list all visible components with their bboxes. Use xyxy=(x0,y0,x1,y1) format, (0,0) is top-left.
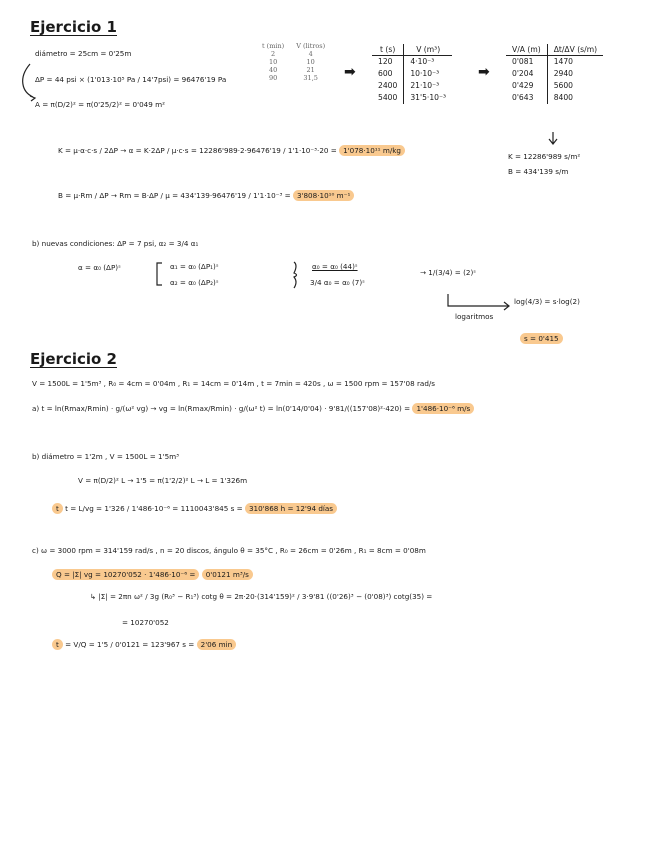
brace-left-icon xyxy=(157,263,162,285)
log-equation: log(4/3) = s·log(2) xyxy=(514,297,580,306)
logaritmos-label: logaritmos xyxy=(455,312,494,321)
cell: 0'643 xyxy=(506,92,547,104)
area-line: A = π(D/2)² = π(0'25/2)² = 0'049 m² xyxy=(35,100,165,109)
final-time-symbol: t xyxy=(52,639,63,650)
table-row xyxy=(506,92,603,104)
table-row xyxy=(506,56,603,69)
hand-table-header: t (s) xyxy=(372,44,404,56)
typed-data-table xyxy=(256,42,331,82)
right-arrow-icon: ➡ xyxy=(478,64,490,80)
cell: 40 xyxy=(268,66,278,74)
flow-equation xyxy=(52,570,253,579)
cell: 10·10⁻³ xyxy=(410,69,440,78)
typed-table-header: t (min) xyxy=(262,42,285,50)
table-row xyxy=(506,80,603,92)
alpha-result: 1'078·10¹¹ m/kg xyxy=(339,145,405,156)
cell: 600 xyxy=(372,68,404,80)
final-time-formula: = V/Q = 1'5 / 0'0121 = 123'967 s = xyxy=(65,640,195,649)
right-arrow-icon: ➡ xyxy=(344,64,356,80)
time-formula: t = L/vg = 1'326 / 1'486·10⁻⁶ = 1110043'845 s = xyxy=(65,504,243,513)
typed-table-header: V (litros) xyxy=(296,42,326,50)
exercise-1-title: Ejercicio 1 xyxy=(30,18,117,36)
pressure-line: ΔP = 44 psi × (1'013·10⁵ Pa / 14'7psi) = 96476'19 Pa xyxy=(35,75,227,84)
cell: 31'5·10⁻³ xyxy=(410,93,447,102)
flow-formula: Q = |Σ| vg = 10270'052 · 1'486·10⁻⁶ = xyxy=(52,569,199,580)
system-eq-2: α₂ = α₀ (ΔP₂)ˢ xyxy=(170,278,219,287)
time-result: 310'868 h = 12'94 días xyxy=(245,503,337,514)
alpha-law: α = α₀ (ΔP)ˢ xyxy=(78,263,121,272)
hand-table-header: V/A (m) xyxy=(506,44,547,56)
ratio-denominator: 3/4 α₀ = α₀ (7)ˢ xyxy=(310,278,365,287)
exercise-2-title: Ejercicio 2 xyxy=(30,350,117,368)
down-arrow-icon xyxy=(549,132,557,144)
rm-equation xyxy=(58,191,354,200)
sigma-result: = 10270'052 xyxy=(122,618,169,627)
brace-right-icon xyxy=(294,262,297,288)
cell: 10 xyxy=(268,58,278,66)
sigma-equation: ↳ |Σ| = 2πn ω² / 3g (R₀³ − R₁³) cotg θ = 2π·20·(314'159)² / 3·9'81 ((0'26)³ − (0'08)³) cotg(35) = xyxy=(90,592,433,601)
ratio-simplified: → 1/(3/4) = (2)ˢ xyxy=(420,268,476,277)
part-b-intro-2: b) diámetro = 1'2m , V = 1500L = 1'5m³ xyxy=(32,452,180,461)
alpha-equation xyxy=(58,146,405,155)
table-row xyxy=(256,50,331,58)
final-time-result: 2'06 min xyxy=(197,639,237,650)
length-equation: V = π(D/2)² L → 1'5 = π(1'2/2)² L → L = 1'326m xyxy=(78,476,248,485)
cell: 2400 xyxy=(372,80,404,92)
part-c-intro: c) ω = 3000 rpm = 314'159 rad/s , n = 20 discos, ángulo θ = 35°C , R₀ = 26cm = 0'26m , R₁ = 8cm = 0'08m xyxy=(32,546,426,555)
flow-result: 0'0121 m³/s xyxy=(202,569,253,580)
cell: 0'429 xyxy=(506,80,547,92)
alpha-formula: K = μ·α·c·s / 2ΔP → α = K·2ΔP / μ·c·s = 12286'989·2·96476'19 / 1'1·10⁻³·20 = xyxy=(58,146,337,155)
hook-arrow-icon xyxy=(448,294,508,306)
cell: 4·10⁻³ xyxy=(410,57,435,66)
time-symbol: t xyxy=(52,503,63,514)
rm-formula: B = μ·Rm / ΔP → Rm = B·ΔP / μ = 434'139·96476'19 / 1'1·10⁻³ = xyxy=(58,191,291,200)
cell: 90 xyxy=(268,74,278,82)
ratio-numerator: α₀ = α₀ (44)ˢ xyxy=(312,262,358,271)
cell: 0'204 xyxy=(506,68,547,80)
part-a-equation xyxy=(32,404,474,413)
table-row xyxy=(256,58,331,66)
cell: 8400 xyxy=(553,93,574,102)
cell: 1470 xyxy=(553,57,574,66)
cell: 4 xyxy=(308,50,313,58)
table-row xyxy=(372,80,452,92)
cell: 21·10⁻³ xyxy=(410,81,440,90)
cell: 2940 xyxy=(553,69,574,78)
cell: 31,5 xyxy=(303,74,318,82)
cell: 0'081 xyxy=(506,56,547,69)
table-row xyxy=(506,68,603,80)
vg-result: 1'486·10⁻⁶ m/s xyxy=(412,403,474,414)
b-value: B = 434'139 s/m xyxy=(508,167,569,176)
time-equation xyxy=(52,504,337,513)
rm-result: 3'808·10¹⁰ m⁻¹ xyxy=(293,190,354,201)
table-row xyxy=(256,74,331,82)
hand-table-header: Δt/ΔV (s/m) xyxy=(547,44,603,56)
cell: 2 xyxy=(271,50,276,58)
hand-table-time-volume xyxy=(372,44,452,104)
k-value: K = 12286'989 s/m² xyxy=(508,152,581,161)
part-b-intro: b) nuevas condiciones: ΔP = 7 psi, α₂ = 3/4 α₁ xyxy=(32,239,199,248)
cell: 10 xyxy=(306,58,315,66)
s-result-value: s = 0'415 xyxy=(520,333,563,344)
table-row xyxy=(256,66,331,74)
curved-arrow-icon xyxy=(23,64,33,97)
cell: 5400 xyxy=(372,92,404,104)
cell: 120 xyxy=(372,56,404,69)
table-row xyxy=(372,92,452,104)
system-eq-1: α₁ = α₀ (ΔP₁)ˢ xyxy=(170,262,219,271)
diameter-line: diámetro = 25cm = 0'25m xyxy=(35,49,132,58)
final-time-equation xyxy=(52,640,236,649)
hand-table-header: V (m³) xyxy=(404,44,452,56)
given-data-line: V = 1500L = 1'5m³ , R₀ = 4cm = 0'04m , R₁ = 14cm = 0'14m , t = 7min = 420s , ω = 1500 rpm = 157'08 rad/s xyxy=(32,379,436,388)
vg-formula: a) t = ln(Rmax/Rmin) · g/(ω² vg) → vg = ln(Rmax/Rmin) · g/(ω² t) = ln(0'14/0'04) · 9'81/((157'08)²·420) = xyxy=(32,404,411,413)
table-row xyxy=(372,56,452,69)
s-result xyxy=(520,334,563,343)
cell: 21 xyxy=(306,66,315,74)
cell: 5600 xyxy=(553,81,574,90)
table-row xyxy=(372,68,452,80)
hand-table-ratio xyxy=(506,44,603,104)
